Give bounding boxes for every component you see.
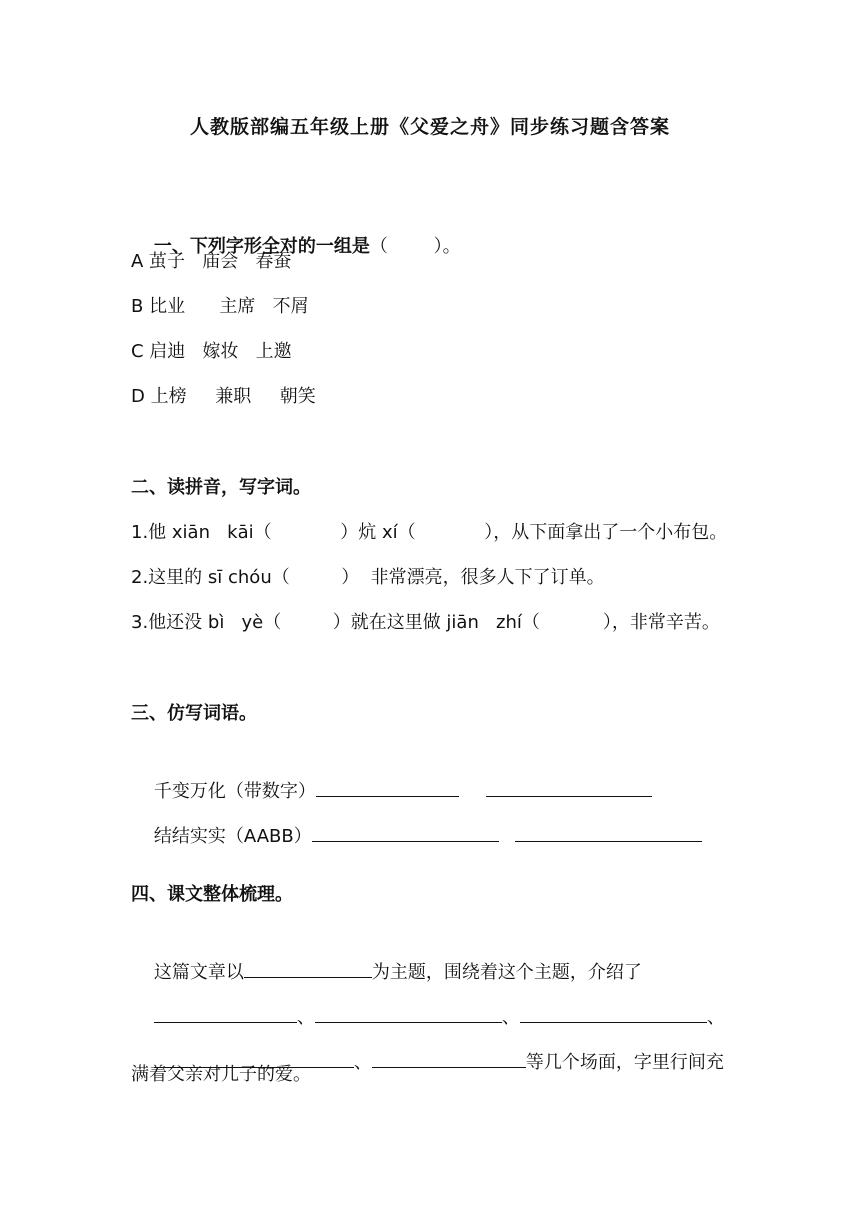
pinyin-question-2: 2.这里的 sī chóu（ ） 非常漂亮，很多人下了订单。 <box>131 567 605 588</box>
answer-blank[interactable] <box>515 819 702 842</box>
separator: 、 <box>296 1007 315 1028</box>
section1-heading: 一、下列字形全对的一组是 <box>153 236 370 257</box>
section2-heading: 二、读拼音，写字词。 <box>131 477 311 498</box>
separator: 、 <box>353 1052 372 1073</box>
summary-text: 这篇文章以 <box>153 962 244 983</box>
pinyin-question-3: 3.他还没 bì yè（ ）就在这里做 jiān zhí（ ），非常辛苦。 <box>131 612 720 633</box>
option-b: B 比业 主席 不屑 <box>131 296 309 317</box>
option-d: D 上榜 兼职 朝笑 <box>131 386 316 407</box>
answer-blank[interactable] <box>372 1045 526 1068</box>
document-title: 人教版部编五年级上册《父爱之舟》同步练习题含答案 <box>189 116 670 138</box>
imitation-label-1: 千变万化（带数字） <box>153 781 316 802</box>
imitation-label-2: 结结实实（AABB） <box>153 826 312 847</box>
section3-heading: 三、仿写词语。 <box>131 703 257 724</box>
pinyin-question-1: 1.他 xiān kāi（ ）炕 xí（ ），从下面拿出了一个小布包。 <box>131 522 728 543</box>
option-c: C 启迪 嫁妆 上邀 <box>131 341 292 362</box>
summary-line-4: 满着父亲对儿子的爱。 <box>131 1064 311 1085</box>
option-a: A 茧子 庙会 春蚕 <box>131 251 292 272</box>
separator: 、 <box>501 1007 520 1028</box>
answer-blank[interactable] <box>312 819 499 842</box>
summary-text: 等几个场面，字里行间充 <box>525 1052 724 1073</box>
separator: 、 <box>706 1007 725 1028</box>
section4-heading: 四、课文整体梳理。 <box>131 884 293 905</box>
imitation-line-2 <box>131 789 702 882</box>
section1-answer-paren: （ ）。 <box>369 236 461 257</box>
summary-text: 为主题，围绕着这个主题，介绍了 <box>371 962 642 983</box>
